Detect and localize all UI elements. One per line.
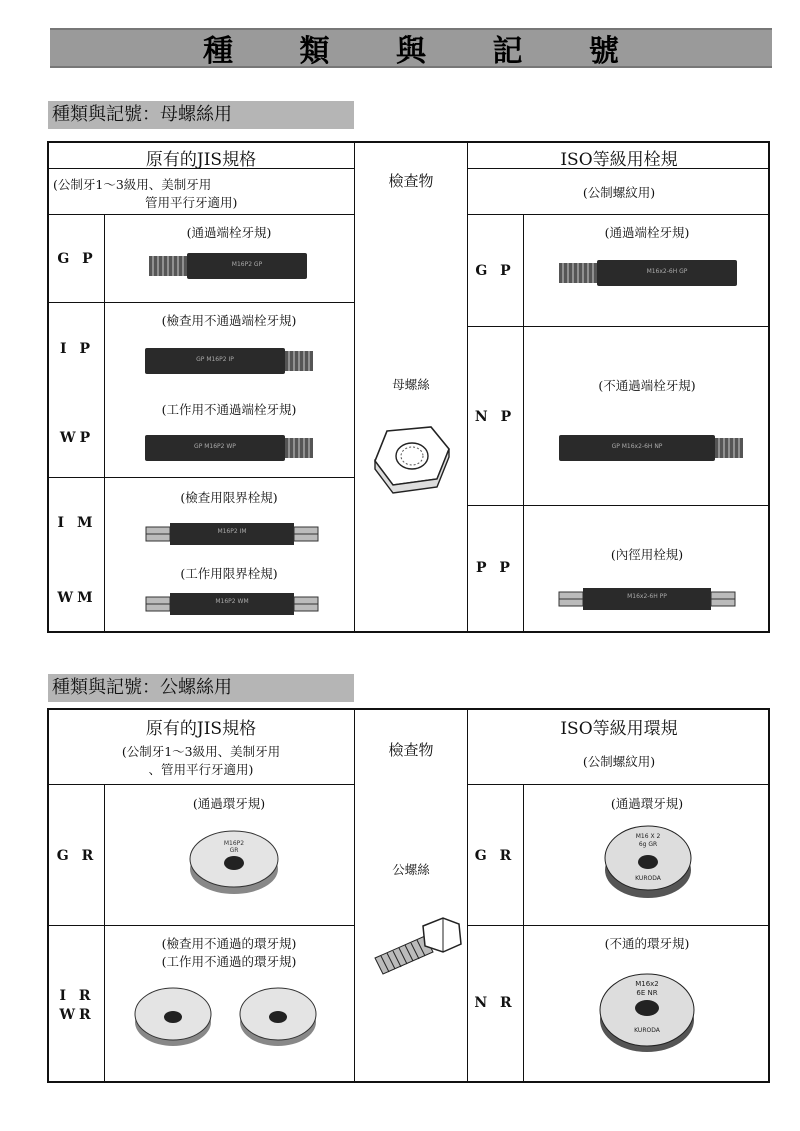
bolt-image: [367, 916, 463, 986]
iso-ring-gauge-gr-image: [604, 820, 692, 900]
page-title: 種 類 與 記 號: [203, 34, 647, 69]
code-gr: G R: [56, 848, 98, 864]
male-jis-subheader-2: 、管用平行牙適用): [148, 762, 254, 777]
plug-gauge-gp-image: [149, 253, 309, 279]
female-iso-subheader: (公制螺紋用): [582, 185, 656, 200]
iso-plug-gauge-pp-image: [559, 586, 735, 612]
plug-gauge-ip-stamp: GP M16P2 IP: [196, 356, 234, 363]
ring-gauge-wr-image: [239, 984, 317, 1048]
caption-iso-pp: (內徑用栓規): [610, 547, 684, 562]
code-ip: I P: [60, 341, 94, 357]
plug-gauge-gp-stamp: M16P2 GP: [231, 261, 263, 268]
caption-iso-nr: (不通的環牙規): [604, 936, 690, 951]
iso-ring-gauge-gr-brand: KURODA: [635, 875, 661, 882]
caption-wr: (工作用不通過的環牙規): [161, 954, 297, 969]
plug-gauge-wp-image: [145, 435, 315, 461]
limit-plug-gauge-im-stamp: M16P2 IM: [217, 528, 247, 535]
caption-iso-gr: (通過環牙規): [610, 796, 684, 811]
male-thread-table: [47, 708, 770, 1083]
ring-gauge-gr-code: GR: [229, 847, 239, 854]
limit-plug-gauge-wm-stamp: M16P2 WM: [215, 598, 249, 605]
code-iso-np: N P: [474, 409, 516, 425]
iso-ring-gauge-gr-stamp-1: M16 X 2: [635, 833, 661, 840]
iso-ring-gauge-gr-stamp-2: 6g GR: [638, 841, 658, 848]
female-jis-subheader-2: 管用平行牙適用): [145, 195, 238, 210]
code-iso-gp: G P: [475, 263, 515, 279]
iso-plug-gauge-gp-stamp: M16x2-6H GP: [646, 268, 688, 275]
plug-gauge-wp-stamp: GP M16P2 WP: [194, 443, 236, 450]
iso-ring-gauge-nr-stamp-2: 6E NR: [636, 989, 658, 997]
hex-nut-image: [369, 423, 455, 493]
limit-plug-gauge-im-image: [146, 521, 318, 547]
iso-plug-gauge-np-image: [559, 435, 745, 461]
code-gp: G P: [57, 251, 97, 267]
caption-wm: (工作用限界栓規): [180, 566, 278, 581]
code-im: I M: [57, 515, 97, 531]
male-iso-header: ISO等級用環規: [560, 719, 678, 739]
caption-ip: (檢查用不通過端栓牙規): [161, 313, 297, 328]
code-wm: WM: [57, 590, 97, 606]
female-jis-header: 原有的JIS規格: [145, 150, 257, 170]
iso-plug-gauge-np-stamp: GP M16x2-6H NP: [611, 443, 663, 450]
code-ir: I R: [59, 988, 95, 1004]
page-title-band: [50, 28, 772, 68]
male-jis-subheader-1: (公制牙1～3級用、美制牙用: [121, 744, 281, 759]
ring-gauge-ir-image: [134, 984, 212, 1048]
male-jis-header: 原有的JIS規格: [145, 719, 257, 739]
male-iso-subheader: (公制螺紋用): [582, 754, 656, 769]
female-section-title: 種類與記號：母螺絲用: [48, 101, 354, 129]
code-iso-pp: P P: [476, 560, 514, 576]
code-iso-gr: G R: [474, 848, 516, 864]
code-iso-nr: N R: [474, 995, 516, 1011]
female-iso-header: ISO等級用栓規: [560, 150, 678, 170]
iso-ring-gauge-nr-brand: KURODA: [634, 1027, 660, 1034]
caption-im: (檢查用限界栓規): [180, 490, 278, 505]
code-wr: WR: [59, 1007, 95, 1023]
code-wp: WP: [59, 430, 95, 446]
ring-gauge-gr-stamp: M16P2: [223, 840, 245, 847]
female-object-header: 檢查物: [388, 172, 434, 190]
iso-plug-gauge-pp-stamp: M16x2-6H PP: [627, 593, 667, 600]
iso-ring-gauge-nr-image: [599, 968, 695, 1054]
plug-gauge-ip-image: [145, 348, 315, 374]
caption-gp: (通過端栓牙規): [186, 225, 272, 240]
iso-plug-gauge-gp-image: [559, 260, 739, 286]
female-thread-table: [47, 141, 770, 633]
female-object-label: 母螺絲: [392, 377, 430, 392]
ring-gauge-gr-image: [189, 825, 279, 895]
caption-iso-np: (不通過端栓牙規): [598, 378, 696, 393]
male-object-label: 公螺絲: [392, 862, 430, 877]
caption-ir: (檢查用不通過的環牙規): [161, 936, 297, 951]
female-jis-subheader-1: (公制牙1～3級用、美制牙用: [53, 177, 212, 192]
caption-wp: (工作用不通過端栓牙規): [161, 402, 297, 417]
caption-iso-gp: (通過端栓牙規): [604, 225, 690, 240]
caption-gr: (通過環牙規): [192, 796, 266, 811]
male-object-header: 檢查物: [388, 741, 434, 759]
limit-plug-gauge-wm-image: [146, 591, 318, 617]
male-section-title: 種類與記號：公螺絲用: [48, 674, 354, 702]
iso-ring-gauge-nr-stamp-1: M16x2: [635, 980, 659, 988]
